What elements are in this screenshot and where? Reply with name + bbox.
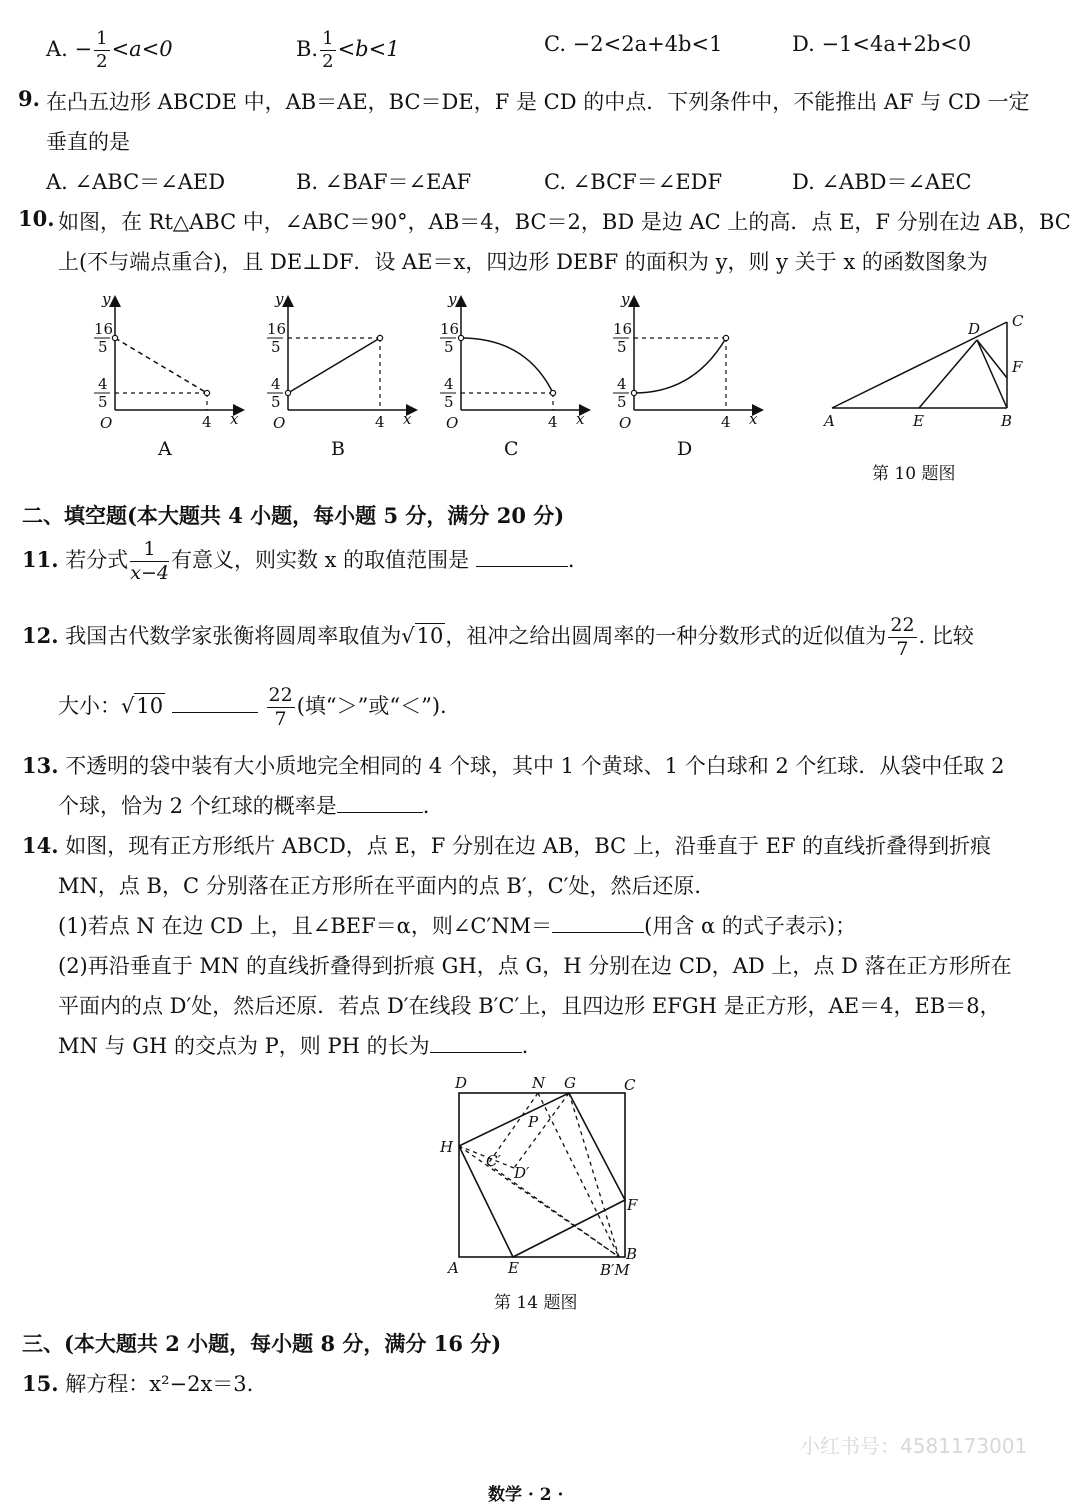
q9-option-d: D. ∠ABD＝∠AEC — [792, 170, 972, 194]
svg-text:5: 5 — [98, 393, 108, 411]
page-footer: 数学 · 2 · — [488, 1485, 564, 1505]
svg-text:4: 4 — [202, 413, 212, 431]
svg-text:16: 16 — [440, 320, 460, 338]
q13-line2: 个球，恰为 2 个红球的概率是 . — [58, 794, 430, 818]
q8-option-d: D. −1<4a+2b<0 — [792, 32, 972, 56]
svg-text:x: x — [230, 410, 239, 428]
svg-text:A: A — [824, 412, 835, 430]
q13-line1: 13. 不透明的袋中装有大小质地完全相同的 4 个球，其中 1 个黄球、1 个白球和 2 个红球．从袋中任取 2 — [22, 753, 1005, 778]
svg-text:B: B — [1001, 412, 1013, 430]
svg-text:5: 5 — [271, 393, 281, 411]
svg-text:H: H — [440, 1138, 454, 1156]
svg-text:N: N — [532, 1074, 546, 1092]
svg-text:4: 4 — [98, 375, 108, 393]
svg-text:E: E — [508, 1259, 519, 1277]
svg-text:x: x — [749, 410, 758, 428]
svg-text:E: E — [913, 412, 924, 430]
svg-text:C: C — [624, 1076, 636, 1094]
svg-text:D: D — [455, 1074, 468, 1092]
q9-text-line2: 垂直的是 — [46, 130, 130, 154]
q8-option-c: C. −2<2a+4b<1 — [544, 32, 723, 56]
q10-number: 10. — [18, 206, 55, 231]
q10-graphs — [80, 290, 1060, 490]
svg-text:5: 5 — [98, 338, 108, 356]
svg-text:F: F — [1012, 358, 1023, 376]
svg-text:4: 4 — [721, 413, 731, 431]
svg-text:x: x — [576, 410, 585, 428]
graph-b-curve — [288, 338, 380, 393]
svg-text:y: y — [275, 290, 284, 308]
svg-text:D: D — [968, 320, 981, 338]
svg-text:5: 5 — [617, 338, 627, 356]
svg-text:16: 16 — [94, 320, 114, 338]
svg-text:P: P — [528, 1113, 539, 1131]
section3-title: 三、(本大题共 2 小题，每小题 8 分，满分 16 分) — [22, 1331, 502, 1356]
watermark: 小红书号：4581173001 — [800, 1434, 1028, 1458]
svg-text:4: 4 — [375, 413, 385, 431]
q8-option-b: B. $\frac{1}{2}$ <b<1 — [296, 28, 400, 72]
q12-line2: 大小：√10 $\frac{22}{7}$ (填“＞”或“＜”). — [58, 684, 447, 730]
svg-text:x: x — [403, 410, 412, 428]
svg-text:O: O — [100, 414, 113, 432]
graph-a-curve — [115, 338, 207, 393]
svg-text:y: y — [102, 290, 111, 308]
svg-text:O: O — [273, 414, 286, 432]
svg-text:y: y — [448, 290, 457, 308]
svg-text:G: G — [564, 1074, 576, 1092]
q14-part1-answer-blank[interactable] — [552, 912, 644, 933]
svg-text:4: 4 — [271, 375, 281, 393]
svg-text:16: 16 — [267, 320, 287, 338]
svg-text:5: 5 — [617, 393, 627, 411]
svg-text:D: D — [677, 438, 693, 460]
svg-text:O: O — [446, 414, 459, 432]
svg-text:D′: D′ — [514, 1164, 530, 1182]
graph-c — [440, 290, 588, 460]
svg-text:第 10 题图: 第 10 题图 — [872, 464, 956, 484]
q14-part2-line1: (2)再沿垂直于 MN 的直线折叠得到折痕 GH，点 G，H 分别在边 CD，AD 上，点 D 落在正方形所在 — [58, 954, 1012, 978]
graph-d — [613, 290, 761, 460]
svg-text:4: 4 — [617, 375, 627, 393]
q10-text-line2: 上(不与端点重合)，且 DE⊥DF．设 AE＝x，四边形 DEBF 的面积为 y，则 y 关于 x 的函数图象为 — [58, 250, 988, 274]
graph-c-curve — [461, 338, 553, 393]
svg-text:16: 16 — [613, 320, 633, 338]
svg-text:A: A — [448, 1259, 459, 1277]
svg-text:B: B — [331, 438, 345, 460]
svg-text:y: y — [621, 290, 630, 308]
svg-text:F: F — [627, 1196, 638, 1214]
q10-triangle-figure — [822, 312, 1024, 484]
q14-part2-line2: 平面内的点 D′处，然后还原．若点 D′在线段 B′C′上，且四边形 EFGH 是正方形，AE＝4，EB＝8， — [58, 994, 1001, 1018]
section2-title: 二、填空题(本大题共 4 小题，每小题 5 分，满分 20 分) — [22, 503, 565, 528]
svg-text:5: 5 — [444, 393, 454, 411]
svg-text:C: C — [1012, 312, 1024, 330]
q12-answer-blank[interactable] — [172, 692, 258, 713]
graph-b — [267, 290, 415, 460]
q9-text-line1: 在凸五边形 ABCDE 中，AB＝AE，BC＝DE，F 是 CD 的中点．下列条件中，不能推出 AF 与 CD 一定 — [46, 90, 1030, 114]
q14-part2-answer-blank[interactable] — [430, 1032, 522, 1053]
svg-text:C: C — [504, 438, 519, 460]
svg-text:4: 4 — [548, 413, 558, 431]
svg-text:5: 5 — [271, 338, 281, 356]
q9-option-a: A. ∠ABC＝∠AED — [46, 170, 226, 194]
svg-text:B: B — [626, 1245, 638, 1263]
q10-text-line1: 如图，在 Rt△ABC 中，∠ABC＝90°，AB＝4，BC＝2，BD 是边 AC 上的高．点 E，F 分别在边 AB，BC — [58, 210, 1071, 234]
q14-part1: (1)若点 N 在边 CD 上，且∠BEF＝α，则∠C′NM＝ (用含 α 的式子表示)； — [58, 914, 857, 938]
q8-option-a: A. − $\frac{1}{2}$ <a<0 — [46, 28, 173, 72]
svg-text:A: A — [158, 438, 172, 460]
q11-answer-blank[interactable] — [476, 546, 568, 567]
q15: 15. 解方程：x²−2x＝3. — [22, 1371, 254, 1396]
svg-text:第 14 题图: 第 14 题图 — [494, 1293, 578, 1313]
q14-line2: MN，点 B，C 分别落在正方形所在平面内的点 B′，C′处，然后还原． — [58, 874, 716, 898]
q14-part2-line3: MN 与 GH 的交点为 P，则 PH 的长为 . — [58, 1034, 529, 1058]
svg-text:B′M: B′M — [600, 1261, 630, 1279]
q12-line1: 12. 我国古代数学家张衡将圆周率取值为√10，祖冲之给出圆周率的一种分数形式的近似值为 $\frac{22}{7}$ . 比较 — [22, 614, 974, 660]
svg-text:C′: C′ — [486, 1152, 501, 1170]
svg-text:5: 5 — [444, 338, 454, 356]
graph-a — [94, 290, 242, 460]
q11: 11. 若分式 $\frac{1}{x-4}$ 有意义，则实数 x 的取值范围是 . — [22, 538, 575, 584]
svg-text:O: O — [619, 414, 632, 432]
q9-number: 9. — [18, 86, 40, 111]
q9-option-b: B. ∠BAF＝∠EAF — [296, 170, 472, 194]
graph-d-curve — [634, 338, 726, 393]
svg-text:4: 4 — [444, 375, 454, 393]
q13-answer-blank[interactable] — [337, 792, 423, 813]
q14-line1: 14. 如图，现有正方形纸片 ABCD，点 E，F 分别在边 AB，BC 上，沿垂直于 EF 的直线折叠得到折痕 — [22, 833, 992, 858]
q9-option-c: C. ∠BCF＝∠EDF — [544, 170, 723, 194]
q14-figure — [430, 1070, 650, 1320]
